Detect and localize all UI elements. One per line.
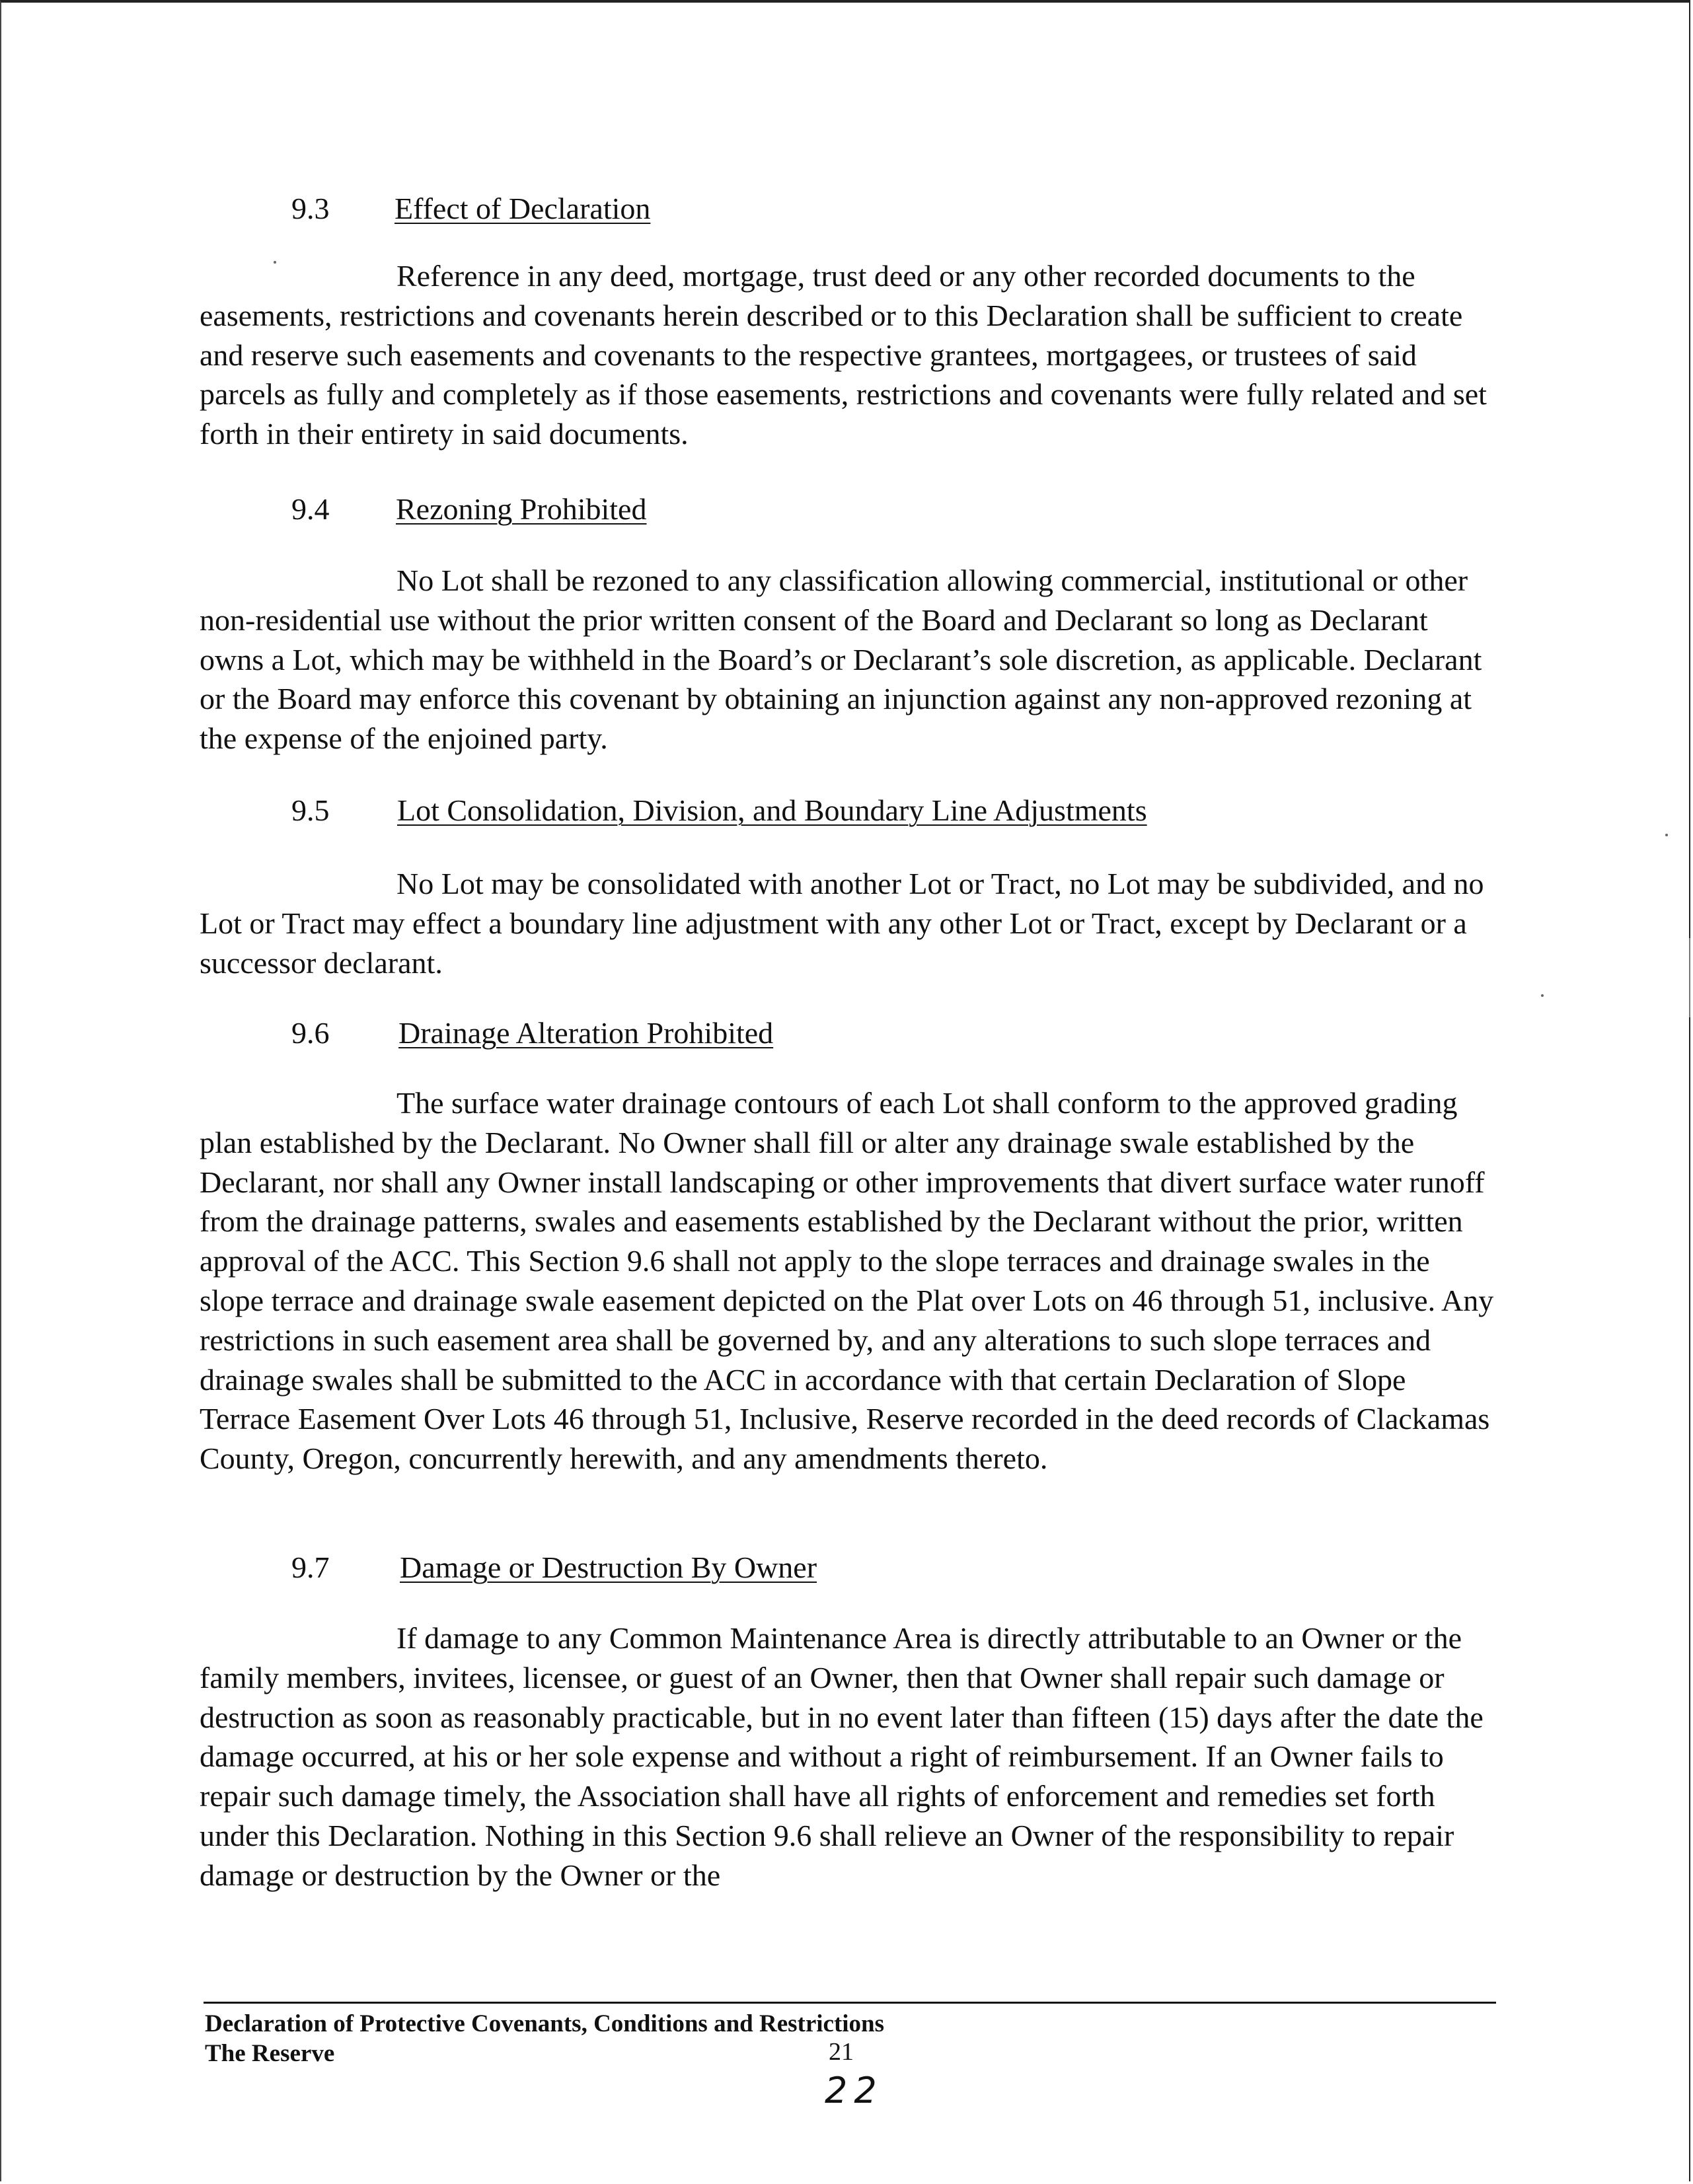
section-9-6-body: The surface water drainage contours of each Lot shall conform to the approved grading plan established by the Declarant. No Owner shall fill or alter any drainage swale established by the Declarant, nor shall any Owner install landscaping or other improvements that divert surface water runoff from the drainage patterns, swales and easements established by the Declarant without the prior, written approval of the ACC. This Section 9.6 shall not apply to the slope terraces and drainage swales in the slope terrace and drainage swale easement depicted on the Plat over Lots on 46 through 51, inclusive. Any restrictions in such easement area shall be governed by, and any alterations to such slope terraces and drainage swales shall be submitted to the ACC in accordance with that certain Declaration of Slope Terrace Easement Over Lots 46 through 51, Inclusive, Reserve recorded in the deed records of Clackamas County, Oregon, concurrently herewith, and any amendments thereto.: [200, 1086, 1494, 1476]
handwritten-page-number: 22: [825, 2070, 884, 2111]
section-number: 9.7: [291, 1550, 330, 1584]
scan-artifact-dot: [1541, 994, 1544, 997]
footer-rule: [204, 2002, 1496, 2004]
section-number: 9.5: [291, 793, 330, 827]
footer-subtitle: The Reserve: [205, 2040, 335, 2067]
section-title: Damage or Destruction By Owner: [400, 1550, 817, 1584]
section-title: Drainage Alteration Prohibited: [398, 1016, 774, 1050]
section-title: Effect of Declaration: [395, 192, 651, 225]
scan-artifact-line: [1689, 938, 1690, 1017]
scan-artifact-dot: [274, 261, 276, 264]
section-number: 9.6: [291, 1016, 330, 1050]
scan-artifact-dot: [1665, 834, 1668, 836]
page-number: 21: [829, 2038, 854, 2066]
section-9-4-body: No Lot shall be rezoned to any classification allowing commercial, institutional or other non-residential use without the prior written consent of the Board and Declarant so long as Declarant owns a Lot, which may be withheld in the Board’s or Declarant’s sole discretion, as applicable. Declarant or the Board may enforce this covenant by obtaining an injunction against any non-approved rezoning at the expense of the enjoined party.: [200, 564, 1482, 756]
section-number: 9.4: [291, 492, 330, 526]
section-title: Rezoning Prohibited: [396, 492, 647, 526]
section-9-3-body: Reference in any deed, mortgage, trust deed or any other recorded documents to the easements, restrictions and covenants herein described or to this Declaration shall be sufficient to create and reserve such easements and covenants to the respective grantees, mortgagees, or trustees of said parcels as fully and completely as if those easements, restrictions and covenants were fully related and set forth in their entirety in said documents.: [200, 259, 1487, 451]
section-9-5-body: No Lot may be consolidated with another Lot or Tract, no Lot may be subdivided, and no Lot or Tract may effect a boundary line adjustment with any other Lot or Tract, except by Declarant or a successor declarant.: [200, 867, 1484, 980]
footer-title: Declaration of Protective Covenants, Conditions and Restrictions: [205, 2010, 885, 2037]
section-9-7-body: If damage to any Common Maintenance Area is directly attributable to an Owner or the family members, invitees, licensee, or guest of an Owner, then that Owner shall repair such damage or destruction as soon as reasonably practicable, but in no event later than fifteen (15) days after the date the damage occurred, at his or her sole expense and without a right of reimbursement. If an Owner fails to repair such damage timely, the Association shall have all rights of enforcement and remedies set forth under this Declaration. Nothing in this Section 9.6 shall relieve an Owner of the responsibility to repair damage or destruction by the Owner or the: [200, 1621, 1484, 1892]
section-number: 9.3: [291, 192, 330, 225]
section-title: Lot Consolidation, Division, and Boundary Line Adjustments: [397, 793, 1147, 827]
